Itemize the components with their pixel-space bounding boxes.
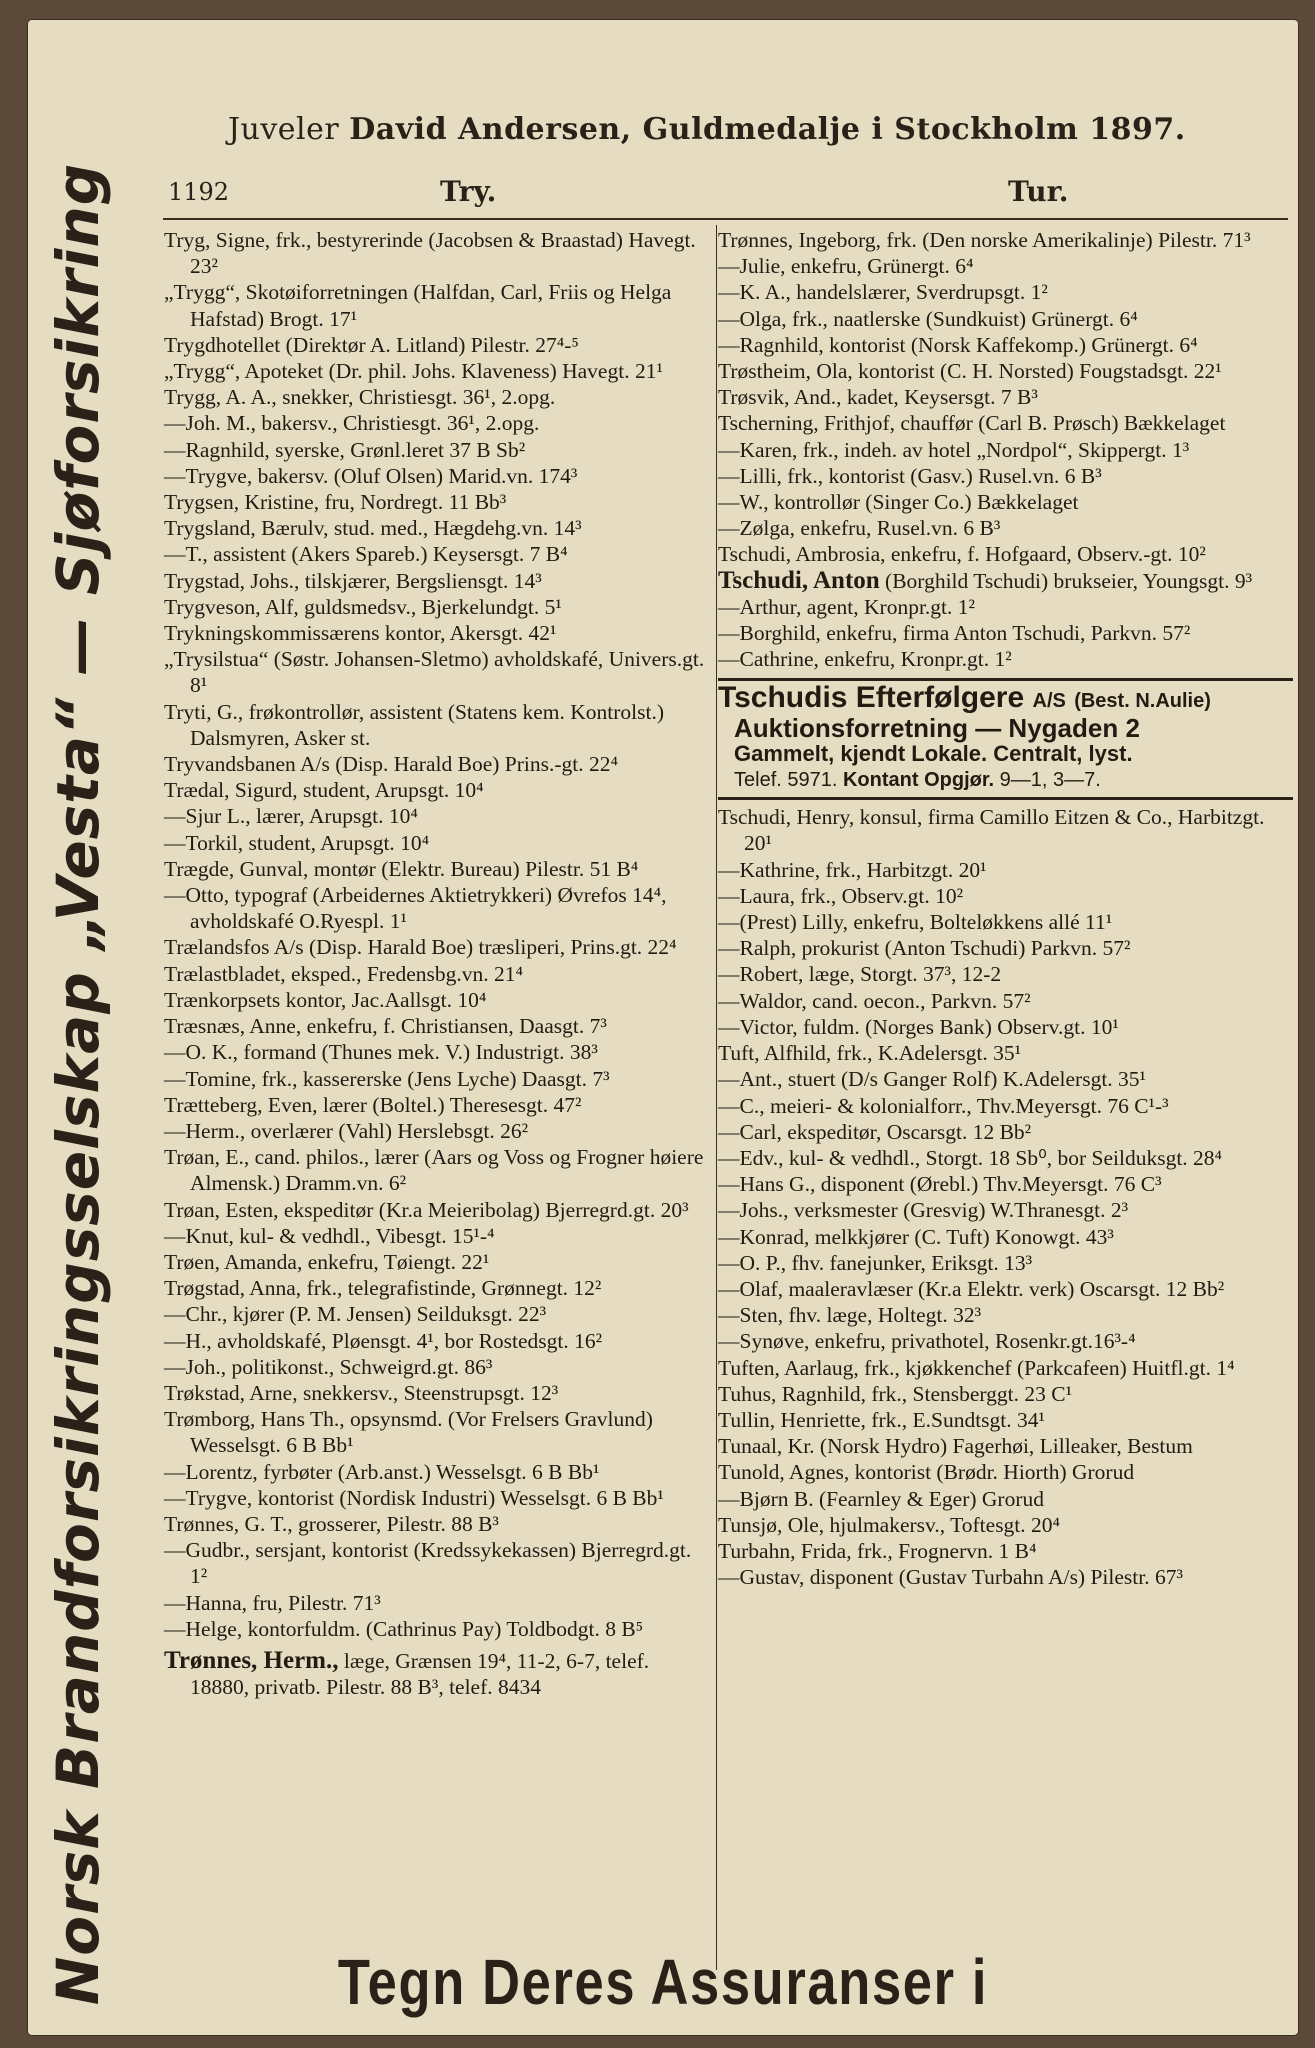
directory-entry: —Cathrine, enkefru, Kronpr.gt. 1²: [718, 647, 1012, 672]
page-number: 1192: [168, 178, 230, 206]
directory-entry: —Torkil, student, Arupsgt. 10⁴: [164, 830, 430, 855]
directory-entry: „Trygg“, Apoteket (Dr. phil. Johs. Klaveness) Havegt. 21¹: [164, 359, 663, 384]
directory-entry: —W., kontrollør (Singer Co.) Bækkelaget: [718, 490, 1079, 515]
directory-entry: —Olga, frk., naatlerske (Sundkuist) Grünergt. 6⁴: [718, 306, 1138, 331]
left-bold-entry: [164, 1648, 712, 1700]
directory-entry: —Trygve, kontorist (Nordisk Industri) Wesselsgt. 6 B Bb¹: [164, 1485, 664, 1510]
directory-entry: Trælastbladet, eksped., Fredensbg.vn. 21⁴: [164, 961, 524, 986]
directory-entry: —T., assistent (Akers Spareb.) Keysersgt. 7 B⁴: [164, 542, 568, 567]
directory-entry: Trøan, E., cand. philos., lærer (Aars og Voss og Frogner høiere Almensk.) Dramm.vn. 6²: [164, 1145, 704, 1196]
left-bold-entry-rest: læge, Grænsen 19⁴, 11-2, 6-7, telef. 18880, privatb. Pilestr. 88 B³, telef. 8434: [190, 1648, 650, 1700]
directory-entry: Trykningskommissærens kontor, Akersgt. 42¹: [164, 621, 557, 646]
directory-entry: Trøkstad, Arne, snekkersv., Steenstrupsgt. 12³: [164, 1380, 559, 1405]
directory-entry: Tunsjø, Ole, hjulmakersv., Toftesgt. 20⁴: [718, 1512, 1061, 1537]
directory-entry: —Hans G., disponent (Ørebl.) Thv.Meyersgt. 76 C³: [718, 1172, 1162, 1197]
directory-entry: Trygdhotellet (Direktør A. Litland) Pilestr. 27⁴-⁵: [164, 332, 579, 357]
directory-entry: —Tomine, frk., kassererske (Jens Lyche) Daasgt. 7³: [164, 1066, 610, 1091]
directory-entry: Tunold, Agnes, kontorist (Brødr. Hiorth) Grorud: [718, 1460, 1135, 1485]
directory-entry: —Gustav, disponent (Gustav Turbahn A/s) Pilestr. 67³: [718, 1565, 1183, 1590]
advert-title-note: (Best. N.Aulie): [1074, 690, 1211, 713]
left-entry-list: [164, 227, 712, 1642]
advert-title-suffix: A/S: [1032, 690, 1066, 713]
directory-entry: —Julie, enkefru, Grünergt. 6⁴: [718, 254, 974, 279]
directory-entry: —Zølga, enkefru, Rusel.vn. 6 B³: [718, 516, 1001, 541]
directory-entry: Tuhus, Ragnhild, frk., Stensberggt. 23 C¹: [718, 1381, 1073, 1406]
directory-entry: Tunaal, Kr. (Norsk Hydro) Fagerhøi, Lilleaker, Bestum: [718, 1434, 1193, 1459]
header-advert-line: [228, 112, 1186, 147]
sidebar-advert-text: Norsk Brandforsikringsselskap „Vesta“ — Sjøforsikring: [44, 162, 112, 2006]
directory-entry: Trygsland, Bærulv, stud. med., Hægdehg.vn. 14³: [164, 516, 582, 541]
directory-entry: „Trygg“, Skotøiforretningen (Halfdan, Carl, Friis og Helga Hafstad) Brogt. 17¹: [164, 280, 672, 331]
advert-line-2: Auktionsforretning — Nygaden 2: [734, 712, 1140, 743]
left-column-heading: Try.: [440, 175, 497, 208]
directory-entry: —Karen, frk., indeh. av hotel „Nordpol“, Skippergt. 1³: [718, 437, 1190, 462]
directory-entry: —Joh., politikonst., Schweigrd.gt. 86³: [164, 1354, 493, 1379]
right-column: [718, 227, 1293, 1590]
directory-entry: —Ant., stuert (D/s Ganger Rolf) K.Adelersgt. 35¹: [718, 1067, 1147, 1092]
directory-page: [28, 20, 1298, 2035]
directory-entry: Træsnæs, Anne, enkefru, f. Christiansen, Daasgt. 7³: [164, 1014, 607, 1039]
directory-entry: Trøan, Esten, ekspeditør (Kr.a Meieribolag) Bjerregrd.gt. 20³: [164, 1197, 689, 1222]
directory-entry: Tscherning, Frithjof, chauffør (Carl B. Prøsch) Bækkelaget: [718, 411, 1226, 436]
directory-entry: —Trygve, bakersv. (Oluf Olsen) Marid.vn. 174³: [164, 463, 578, 488]
directory-entry: Trøen, Amanda, enkefru, Tøiengt. 22¹: [164, 1249, 490, 1274]
directory-entry: —Ragnhild, kontorist (Norsk Kaffekomp.) Grünergt. 6⁴: [718, 332, 1198, 357]
directory-entry: —C., meieri- & kolonialforr., Thv.Meyersgt. 76 C¹-³: [718, 1093, 1169, 1118]
directory-entry: Trygsen, Kristine, fru, Nordregt. 11 Bb³: [164, 490, 507, 515]
directory-entry: —Lorentz, fyrbøter (Arb.anst.) Wesselsgt. 6 B Bb¹: [164, 1459, 600, 1484]
directory-entry: Trygveson, Alf, guldsmedsv., Bjerkelundgt. 5¹: [164, 594, 562, 619]
directory-entry: Trøgstad, Anna, frk., telegrafistinde, Grønnegt. 12²: [164, 1276, 602, 1301]
directory-entry: —Otto, typograf (Arbeidernes Aktietrykkeri) Øvrefos 14⁴, avholdskafé O.Ryespl. 1¹: [164, 883, 667, 934]
directory-entry: —H., avholdskafé, Pløensgt. 4¹, bor Rostedsgt. 16²: [164, 1328, 603, 1353]
directory-entry: —Sjur L., lærer, Arupsgt. 10⁴: [164, 804, 418, 829]
directory-entry: —Knut, kul- & vedhdl., Vibesgt. 15¹-⁴: [164, 1223, 495, 1248]
directory-entry: Tuft, Alfhild, frk., K.Adelersgt. 35¹: [718, 1041, 1022, 1066]
footer-advert: Tegn Deres Assuranser i: [337, 1946, 989, 2018]
directory-entry: Tryvandsbanen A/s (Disp. Harald Boe) Prins.-gt. 22⁴: [164, 752, 618, 777]
directory-entry: —Bjørn B. (Fearnley & Eger) Grorud: [718, 1486, 1045, 1511]
directory-entry: —Ragnhild, syerske, Grønl.leret 37 B Sb²: [164, 437, 526, 462]
directory-entry: Trøsvik, And., kadet, Keysersgt. 7 B³: [718, 385, 1038, 410]
directory-entry: Trædal, Sigurd, student, Arupsgt. 10⁴: [164, 778, 484, 803]
directory-entry: —Kathrine, frk., Harbitzgt. 20¹: [718, 857, 987, 882]
directory-entry: Trætteberg, Even, lærer (Boltel.) Theresesgt. 47²: [164, 1092, 582, 1117]
directory-entry: Trømborg, Hans Th., opsynsmd. (Vor Frelsers Gravlund) Wesselsgt. 6 B Bb¹: [164, 1407, 653, 1458]
directory-entry: —Hanna, fru, Pilestr. 71³: [164, 1590, 381, 1615]
directory-entry: „Trysilstua“ (Søstr. Johansen-Sletmo) avholdskafé, Univers.gt. 8¹: [164, 647, 705, 698]
right-entry-list-top: [718, 227, 1293, 568]
directory-entry: Tuften, Aarlaug, frk., kjøkkenchef (Parkcafeen) Huitfl.gt. 1⁴: [718, 1355, 1235, 1380]
header-advert-prefix: Juveler: [228, 112, 350, 147]
directory-entry: —Chr., kjører (P. M. Jensen) Seilduksgt. 22³: [164, 1302, 547, 1327]
directory-entry: —(Prest) Lilly, enkefru, Bolteløkkens allé 11¹: [718, 910, 1113, 935]
left-column: [164, 227, 712, 1700]
sidebar-advert: [28, 20, 178, 2035]
directory-entry: —Gudbr., sersjant, kontorist (Kredssykekassen) Bjerregrd.gt. 1²: [164, 1538, 692, 1589]
directory-entry: —Herm., overlærer (Vahl) Herslebsgt. 26²: [164, 1118, 529, 1143]
directory-entry: —K. A., handelslærer, Sverdrupsgt. 1²: [718, 280, 1048, 305]
header-advert-suffix: Guldmedalje i Stockholm 1897.: [631, 112, 1186, 147]
directory-entry: —Sten, fhv. læge, Holtegt. 32³: [718, 1303, 982, 1328]
directory-entry: Turbahn, Frida, frk., Frognervn. 1 B⁴: [718, 1538, 1037, 1563]
advert-hours: 9—1, 3—7.: [999, 769, 1101, 792]
directory-entry: —Joh. M., bakersv., Christiesgt. 36¹, 2.opg.: [164, 411, 540, 436]
directory-entry: Tryg, Signe, frk., bestyrerinde (Jacobsen & Braastad) Havegt. 23²: [164, 228, 696, 279]
directory-entry: —Ralph, prokurist (Anton Tschudi) Parkvn. 57²: [718, 936, 1131, 961]
directory-entry: —Edv., kul- & vedhdl., Storgt. 18 Sb⁰, bor Seilduksgt. 28⁴: [718, 1145, 1223, 1170]
column-divider: [716, 225, 717, 1970]
advert-line-3: Gammelt, kjendt Lokale. Centralt, lyst.: [734, 740, 1133, 766]
directory-entry: —Robert, læge, Storgt. 37³, 12-2: [718, 962, 1002, 987]
directory-entry: Tullin, Henriette, frk., E.Sundtsgt. 34¹: [718, 1407, 1045, 1432]
advert-title-line: [718, 681, 1293, 715]
directory-entry: —Johs., verksmester (Gresvig) W.Thranesgt. 2³: [718, 1198, 1129, 1223]
directory-entry: Tschudi, Ambrosia, enkefru, f. Hofgaard, Observ.-gt. 10²: [718, 542, 1206, 567]
directory-entry: —Carl, ekspeditør, Oscarsgt. 12 Bb²: [718, 1119, 1032, 1144]
directory-entry: Trægde, Gunval, montør (Elektr. Bureau) Pilestr. 51 B⁴: [164, 856, 639, 881]
directory-entry: —Konrad, melkkjører (C. Tuft) Konowgt. 43³: [718, 1224, 1114, 1249]
directory-entry: Trænkorpsets kontor, Jac.Aallsgt. 10⁴: [164, 987, 487, 1012]
directory-entry: Tschudi, Henry, konsul, firma Camillo Eitzen & Co., Harbitzgt. 20¹: [718, 805, 1265, 856]
directory-entry: Trønnes, G. T., grosserer, Pilestr. 88 B³: [164, 1511, 499, 1536]
directory-entry: Trælandsfos A/s (Disp. Harald Boe) træsliperi, Prins.gt. 22⁴: [164, 935, 677, 960]
advert-payment: Kontant Opgjør.: [842, 769, 995, 792]
directory-entry: —O. K., formand (Thunes mek. V.) Industrigt. 38³: [164, 1040, 598, 1065]
directory-entry: —Helge, kontorfuldm. (Cathrinus Pay) Toldbodgt. 8 B⁵: [164, 1616, 644, 1641]
advert-box: [718, 678, 1293, 800]
directory-entry: Trygstad, Johs., tilskjærer, Bergsliensgt. 14³: [164, 568, 542, 593]
advert-line-4: [718, 767, 1293, 793]
right-bold-entry: [718, 568, 1293, 594]
directory-entry: Trøstheim, Ola, kontorist (C. H. Norsted) Fougstadsgt. 22¹: [718, 359, 1222, 384]
right-bold-entry-name: Tschudi, Anton: [718, 566, 880, 594]
directory-entry: Trønnes, Ingeborg, frk. (Den norske Amerikalinje) Pilestr. 71³: [718, 228, 1251, 252]
directory-entry: —Borghild, enkefru, firma Anton Tschudi, Parkvn. 57²: [718, 621, 1191, 646]
header-advert-name: David Andersen,: [349, 112, 632, 147]
right-bold-entry-rest: (Borghild Tschudi) brukseier, Youngsgt. 9³: [879, 568, 1253, 593]
directory-entry: —Laura, frk., Observ.gt. 10²: [718, 883, 964, 908]
directory-entry: Tryti, G., frøkontrollør, assistent (Statens kem. Kontrolst.) Dalsmyren, Asker st.: [164, 699, 664, 750]
right-entry-list-mid: [718, 594, 1293, 673]
directory-entry: —Synøve, enkefru, privathotel, Rosenkr.gt.16³-⁴: [718, 1329, 1136, 1354]
directory-entry: —Olaf, maaleravlæser (Kr.a Elektr. verk) Oscarsgt. 12 Bb²: [718, 1276, 1225, 1301]
header-rule: [163, 218, 1288, 220]
directory-entry: Trygg, A. A., snekker, Christiesgt. 36¹, 2.opg.: [164, 385, 556, 410]
right-column-heading: Tur.: [1008, 175, 1069, 208]
right-entry-list-bottom: [718, 804, 1293, 1590]
advert-title: Tschudis Efterfølgere: [718, 681, 1025, 715]
advert-phone: Telef. 5971.: [734, 769, 838, 792]
directory-entry: —Victor, fuldm. (Norges Bank) Observ.gt. 10¹: [718, 1014, 1119, 1039]
directory-entry: —Arthur, agent, Kronpr.gt. 1²: [718, 594, 975, 619]
left-bold-entry-name: Trønnes, Herm.,: [164, 1646, 339, 1674]
directory-entry: —Lilli, frk., kontorist (Gasv.) Rusel.vn. 6 B³: [718, 463, 1102, 488]
directory-entry: —Waldor, cand. oecon., Parkvn. 57²: [718, 988, 1031, 1013]
directory-entry: —O. P., fhv. fanejunker, Eriksgt. 13³: [718, 1250, 1033, 1275]
